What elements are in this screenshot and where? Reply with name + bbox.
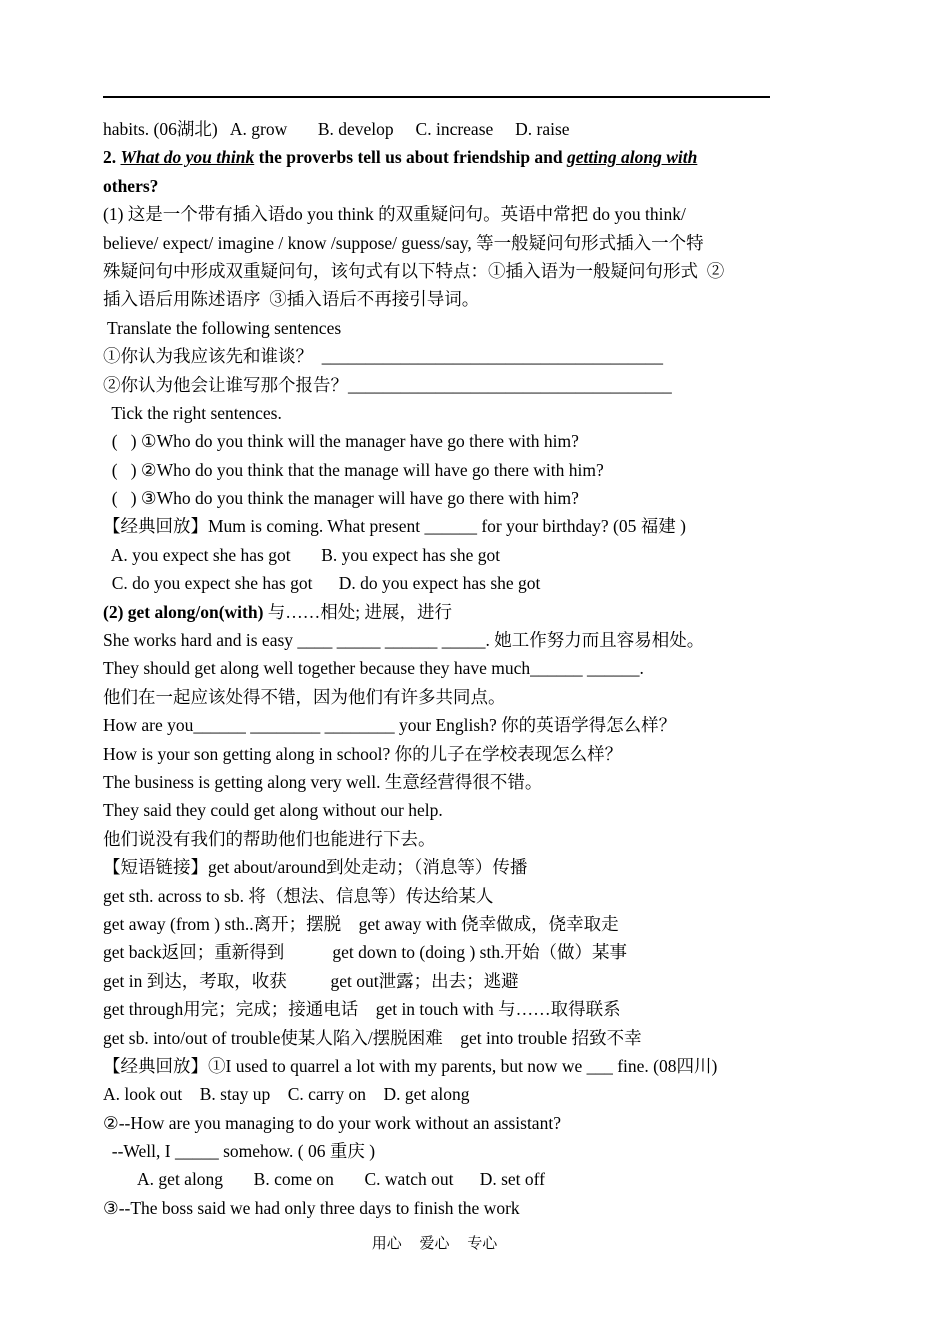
text-line: 殊疑问句中形成双重疑问句，该句式有以下特点：①插入语为一般疑问句形式 ② xyxy=(103,260,725,281)
text-line: get back返回；重新得到 get down to (doing ) sth.开始（做）某事 xyxy=(103,942,627,963)
subheading-rest: 与……相处; 进展，进行 xyxy=(263,601,453,622)
text-line: A. you expect she has got B. you expect has she got xyxy=(103,544,501,565)
footer-word: 用心 xyxy=(371,1236,402,1252)
heading-phrase-1: What do you think xyxy=(120,147,255,168)
text-line: A. get along B. come on C. watch out D. set off xyxy=(103,1169,545,1190)
heading-text: the proverbs tell us about friendship and xyxy=(254,147,568,168)
text-line: habits. (06湖北) A. grow B. develop C. increase D. raise xyxy=(103,119,570,139)
text-line: believe/ expect/ imagine / know /suppose/ guess/say, 等一般疑问句形式插入一个特 xyxy=(103,232,704,253)
text-line: 他们说没有我们的帮助他们也能进行下去。 xyxy=(103,828,436,849)
text-line: ②--How are you managing to do your work without an assistant? xyxy=(103,1112,561,1133)
text-line: get through用完；完成；接通电话 get in touch with 与……取得联系 xyxy=(103,999,621,1020)
text-line: --Well, I _____ somehow. ( 06 重庆 ) xyxy=(103,1141,376,1162)
question-heading-cont: others? xyxy=(103,175,159,196)
heading-number: 2. xyxy=(103,147,121,168)
text-line: They should get along well together because they have much______ ______. xyxy=(103,658,644,679)
text-line: get sb. into/out of trouble使某人陷入/摆脱困难 get into trouble 招致不幸 xyxy=(103,1027,642,1048)
text-line: ①你认为我应该先和谁谈？ _______________________________________ xyxy=(103,346,663,367)
heading-phrase-2: getting along with xyxy=(567,147,698,168)
subheading-bold: (2) get along/on(with) xyxy=(103,601,264,622)
text-line: ( ) ③Who do you think the manager will have go there with him? xyxy=(103,488,579,509)
text-line: (1) 这是一个带有插入语do you think 的双重疑问句。英语中常把 do you think/ xyxy=(103,204,686,225)
text-line: How are you______ ________ ________ your English? 你的英语学得怎么样？ xyxy=(103,715,677,736)
text-line: 【经典回放】①I used to quarrel a lot with my parents, but now we ___ fine. (08四川) xyxy=(103,1055,718,1076)
text-line: 【经典回放】Mum is coming. What present ______ for your birthday? (05 福建 ) xyxy=(103,516,686,537)
document-body xyxy=(103,115,793,1222)
text-line: 插入语后用陈述语序 ③插入语后不再接引导词。 xyxy=(103,289,480,310)
text-line: ( ) ①Who do you think will the manager have go there with him? xyxy=(103,431,579,452)
text-line: She works hard and is easy ____ _____ ______ _____. 她工作努力而且容易相处。 xyxy=(103,630,705,651)
footer-word: 爱心 xyxy=(419,1236,450,1252)
text-line: How is your son getting along in school? 你的儿子在学校表现怎么样？ xyxy=(103,743,623,764)
text-line: get away (from ) sth..离开；摆脱 get away with 侥幸做成，侥幸取走 xyxy=(103,913,619,934)
question-heading xyxy=(103,143,793,171)
text-line: ②你认为他会让谁写那个报告？_____________________________________ xyxy=(103,374,672,395)
text-line: A. look out B. stay up C. carry on D. get along xyxy=(103,1084,470,1105)
subheading xyxy=(103,598,793,626)
text-line: get sth. across to sb. 将（想法、信息等）传达给某人 xyxy=(103,885,494,906)
text-line: ③--The boss said we had only three days to finish the work xyxy=(103,1197,520,1218)
text-line: get in 到达，考取，收获 get out泄露；出去；逃避 xyxy=(103,970,519,991)
text-line: They said they could get along without our help. xyxy=(103,800,443,821)
footer-word: 专心 xyxy=(467,1236,498,1252)
text-line: Tick the right sentences. xyxy=(103,402,282,423)
page-footer xyxy=(0,1232,869,1253)
top-rule xyxy=(103,96,770,98)
text-line: ( ) ②Who do you think that the manage will have go there with him? xyxy=(103,459,604,480)
text-line: C. do you expect she has got D. do you expect has she got xyxy=(103,573,541,594)
text-line: Translate the following sentences xyxy=(103,317,342,338)
text-line: The business is getting along very well. 生意经营得很不错。 xyxy=(103,771,543,792)
text-line: 他们在一起应该处得不错，因为他们有许多共同点。 xyxy=(103,686,506,707)
text-line: 【短语链接】get about/around到处走动；（消息等）传播 xyxy=(103,857,528,878)
